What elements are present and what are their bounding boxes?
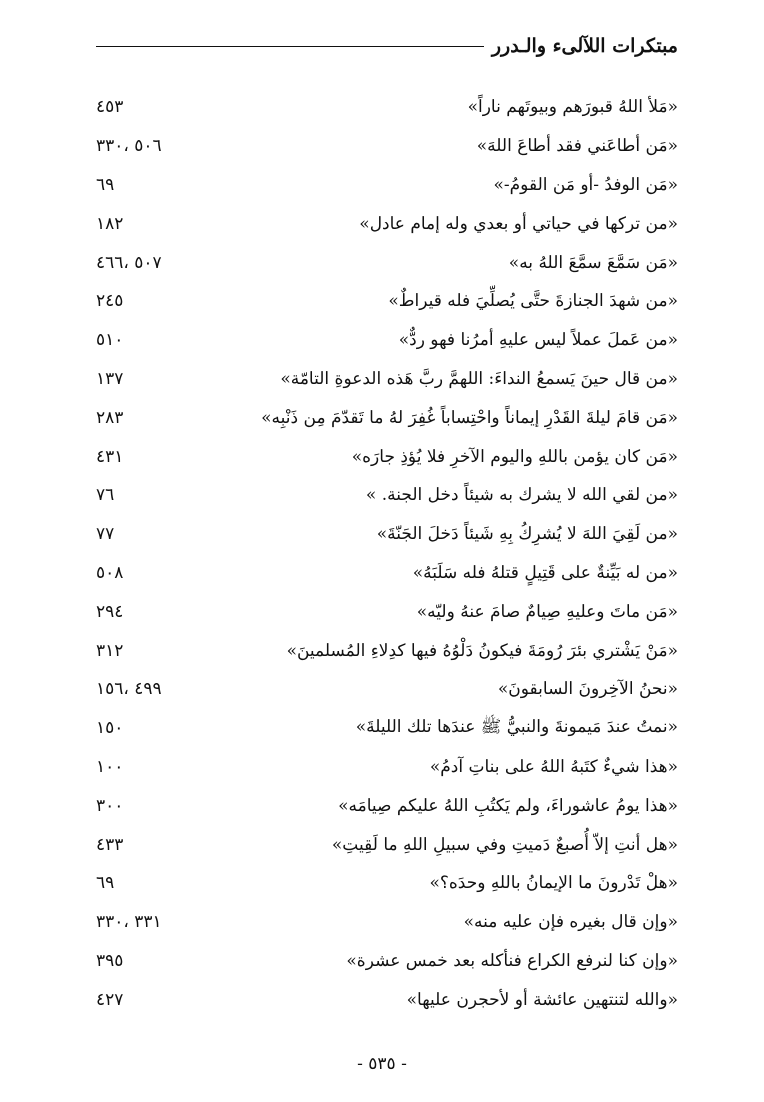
page-references: ٥٠٨: [96, 562, 124, 583]
index-entry: [96, 127, 678, 166]
index-entry: [96, 88, 678, 127]
page-references: ٢٤٥: [96, 291, 124, 312]
hadith-index-list: [96, 88, 678, 1019]
index-entry: [96, 864, 678, 903]
page-references: ٣١٢: [96, 640, 124, 661]
page-references: ٥١٠: [96, 330, 124, 351]
page-references: ٥٠٦ ،٣٣٠: [96, 136, 162, 157]
hadith-text: «هذا شيءٌ كتَبهُ اللهُ على بناتِ آدمُ»: [429, 756, 678, 777]
index-entry: [96, 243, 678, 282]
index-entry: [96, 515, 678, 554]
page-references: ١٥٠: [96, 718, 124, 739]
hadith-text: «وإن قال بغيره فإن عليه منه»: [463, 912, 678, 933]
hadith-text: «مَن الوفدُ -أو مَن القومُ-»: [493, 174, 678, 195]
hadith-text: «مَن سَمَّعَ سمَّعَ اللهُ به»: [508, 252, 678, 273]
index-entry: [96, 398, 678, 437]
hadith-text: «مَن ماتَ وعليهِ صِيامٌ صامَ عنهُ وليّه»: [416, 601, 678, 622]
hadith-text: «من لَقِيَ اللهَ لا يُشرِكُ بِهِ شَيئاً دَخلَ الجَنّةَ»: [376, 524, 678, 545]
running-header: [96, 30, 678, 62]
hadith-text: «من لقي الله لا يشرك به شيئاً دخل الجنة. »: [365, 485, 678, 506]
page-references: ٦٩: [96, 873, 115, 894]
hadith-text: «مَلأ اللهُ قبورَهم وبيوتَهم ناراً»: [467, 97, 678, 118]
hadith-text: «من قال حينَ يَسمعُ النداءَ: اللهمَّ ربَّ هَذه الدعوةِ التامّة»: [280, 368, 678, 389]
page-references: ٧٦: [96, 485, 115, 506]
page-references: ١٨٢: [96, 213, 124, 234]
index-entry: [96, 282, 678, 321]
index-entry: [96, 204, 678, 243]
index-entry: [96, 437, 678, 476]
page-references: ١٠٠: [96, 756, 124, 777]
hadith-text: «مَنْ يَشْتري بئرَ رُومَةَ فيكونُ دَلْوُهُ فيها كدِلاءِ المُسلمينَ»: [286, 640, 678, 661]
hadith-text: «هل أنتِ إلاّ أُصبعٌ دَميتِ وفي سبيلِ اللهِ ما لَقِيتِ»: [331, 834, 678, 855]
book-title: مبتكرات اللآلىء والـدرر: [491, 35, 678, 57]
page-references: ٧٧: [96, 524, 115, 545]
index-entry: [96, 942, 678, 981]
page-references: ٤٢٧: [96, 989, 124, 1010]
page-references: ١٣٧: [96, 368, 124, 389]
hadith-text: «من شهدَ الجنازةَ حتَّى يُصلِّيَ فله قيراطٌ»: [388, 291, 678, 312]
index-entry: [96, 360, 678, 399]
page-references: ٣٣١ ،٣٣٠: [96, 912, 162, 933]
index-entry: [96, 903, 678, 942]
page-references: ٢٩٤: [96, 601, 124, 622]
hadith-text: «مَن أطاعَني فقد أطاعَ اللهَ»: [476, 136, 678, 157]
hadith-text: «من عَملَ عملاً ليس عليهِ أمرُنا فهو ردٌّ»: [398, 330, 678, 351]
hadith-text: «مَن كان يؤمن باللهِ واليوم الآخرِ فلا يُؤذِ جارَه»: [351, 446, 678, 467]
hadith-text: «هذا يومُ عاشوراءَ، ولم يَكتُبِ اللهُ عليكم صِيامَه»: [338, 795, 678, 816]
index-entry: [96, 476, 678, 515]
index-entry: [96, 980, 678, 1019]
hadith-text: «من له بَيِّنةٌ على قَتِيلٍ قتلهُ فله سَلَبَهُ»: [412, 562, 678, 583]
index-entry: [96, 748, 678, 787]
index-entry: [96, 631, 678, 670]
page-references: ٥٠٧ ،٤٦٦: [96, 252, 162, 273]
page-references: ٢٨٣: [96, 407, 124, 428]
hadith-text: «من تركها في حياتي أو بعدي وله إمام عادل»: [359, 213, 678, 234]
hadith-text: «هلْ تَدْرونَ ما الإيمانُ باللهِ وحدَه؟»: [429, 873, 678, 894]
hadith-text: «والله لتنتهين عائشة أو لأحجرن عليها»: [406, 989, 678, 1010]
hadith-text: «نحنُ الآخِرونَ السابقونَ»: [497, 679, 678, 700]
hadith-text: «نمتُ عندَ مَيمونةَ والنبيُّ ﷺ عندَها تلك الليلةَ»: [355, 716, 678, 737]
page-references: ٤٩٩ ،١٥٦: [96, 679, 162, 700]
header-rule: [96, 46, 484, 47]
hadith-text: «مَن قامَ ليلةَ القَدْرِ إيماناً واحْتِساباً غُفِرَ لهُ ما تَقدّمَ مِن ذَنْبِه»: [261, 407, 678, 428]
page-references: ٤٣٣: [96, 834, 124, 855]
index-entry: [96, 709, 678, 748]
hadith-text: «وإن كنا لنرفع الكراع فنأكله بعد خمس عشرة»: [346, 950, 678, 971]
index-entry: [96, 166, 678, 205]
index-entry: [96, 825, 678, 864]
page-references: ٤٥٣: [96, 97, 124, 118]
index-entry: [96, 321, 678, 360]
index-entry: [96, 786, 678, 825]
page-references: ٣٠٠: [96, 795, 124, 816]
page-references: ٤٣١: [96, 446, 124, 467]
index-entry: [96, 592, 678, 631]
page-references: ٦٩: [96, 174, 115, 195]
page-number: - ٥٣٥ -: [357, 1054, 407, 1074]
page-references: ٣٩٥: [96, 950, 124, 971]
index-entry: [96, 670, 678, 709]
index-entry: [96, 554, 678, 593]
